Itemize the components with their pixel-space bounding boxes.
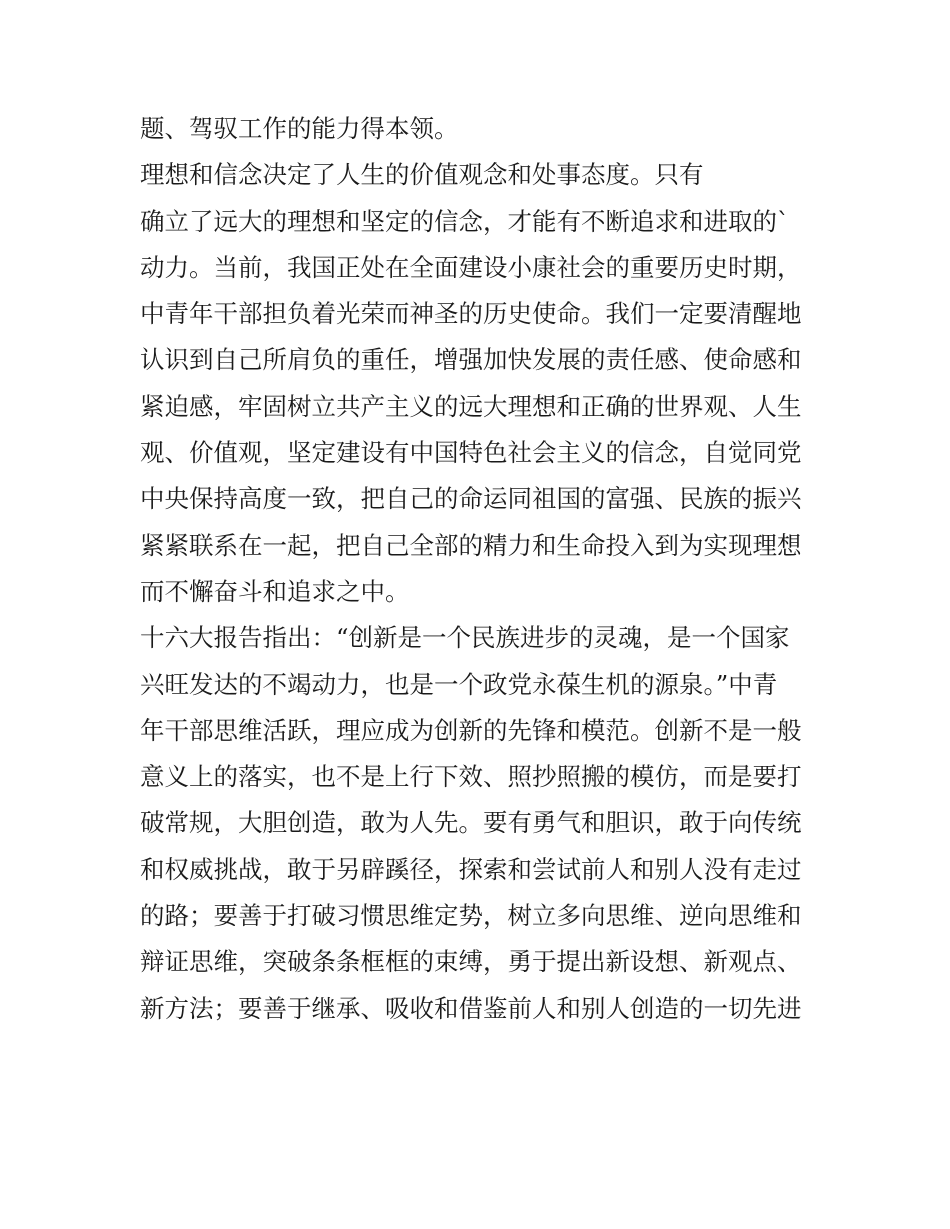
body-text — [140, 106, 830, 1032]
text-line: 破常规，大胆创造，敢为人先。要有勇气和胆识，敢于向传统 — [140, 808, 802, 838]
text-line: 的路；要善于打破习惯思维定势，树立多向思维、逆向思维和 — [140, 901, 802, 931]
text-line: 紧迫感，牢固树立共产主义的远大理想和正确的世界观、人生 — [140, 391, 802, 421]
text-line: 中青年干部担负着光荣而神圣的历史使命。我们一定要清醒地 — [140, 299, 802, 329]
text-line: 年干部思维活跃，理应成为创新的先锋和模范。创新不是一般 — [140, 715, 802, 745]
text-line: 十六大报告指出：“创新是一个民族进步的灵魂，是一个国家 — [140, 623, 790, 653]
text-line: 确立了远大的理想和坚定的信念，才能有不断追求和进取的` — [140, 206, 790, 236]
text-line: 辩证思维，突破条条框框的束缚，勇于提出新设想、新观点、 — [140, 947, 802, 977]
text-line: 而不懈奋斗和追求之中。 — [140, 576, 410, 606]
text-line: 理想和信念决定了人生的价值观念和处事态度。只有 — [140, 160, 704, 190]
text-line: 紧紧联系在一起，把自己全部的精力和生命投入到为实现理想 — [140, 530, 802, 560]
text-line: 动力。当前，我国正处在全面建设小康社会的重要历史时期， — [140, 252, 802, 282]
text-line: 意义上的落实，也不是上行下效、照抄照搬的模仿，而是要打 — [140, 762, 802, 792]
text-line: 题、驾驭工作的能力得本领。 — [140, 114, 459, 143]
text-line: 兴旺发达的不竭动力，也是一个政党永葆生机的源泉。”中青 — [140, 669, 778, 699]
text-line: 认识到自己所肩负的重任，增强加快发展的责任感、使命感和 — [140, 345, 802, 375]
text-line: 观、价值观，坚定建设有中国特色社会主义的信念，自觉同党 — [140, 438, 802, 468]
text-line: 新方法；要善于继承、吸收和借鉴前人和别人创造的一切先进 — [140, 993, 802, 1023]
text-line: 中央保持高度一致，把自己的命运同祖国的富强、民族的振兴 — [140, 484, 802, 514]
text-line: 和权威挑战，敢于另辟蹊径，探索和尝试前人和别人没有走过 — [140, 854, 802, 884]
